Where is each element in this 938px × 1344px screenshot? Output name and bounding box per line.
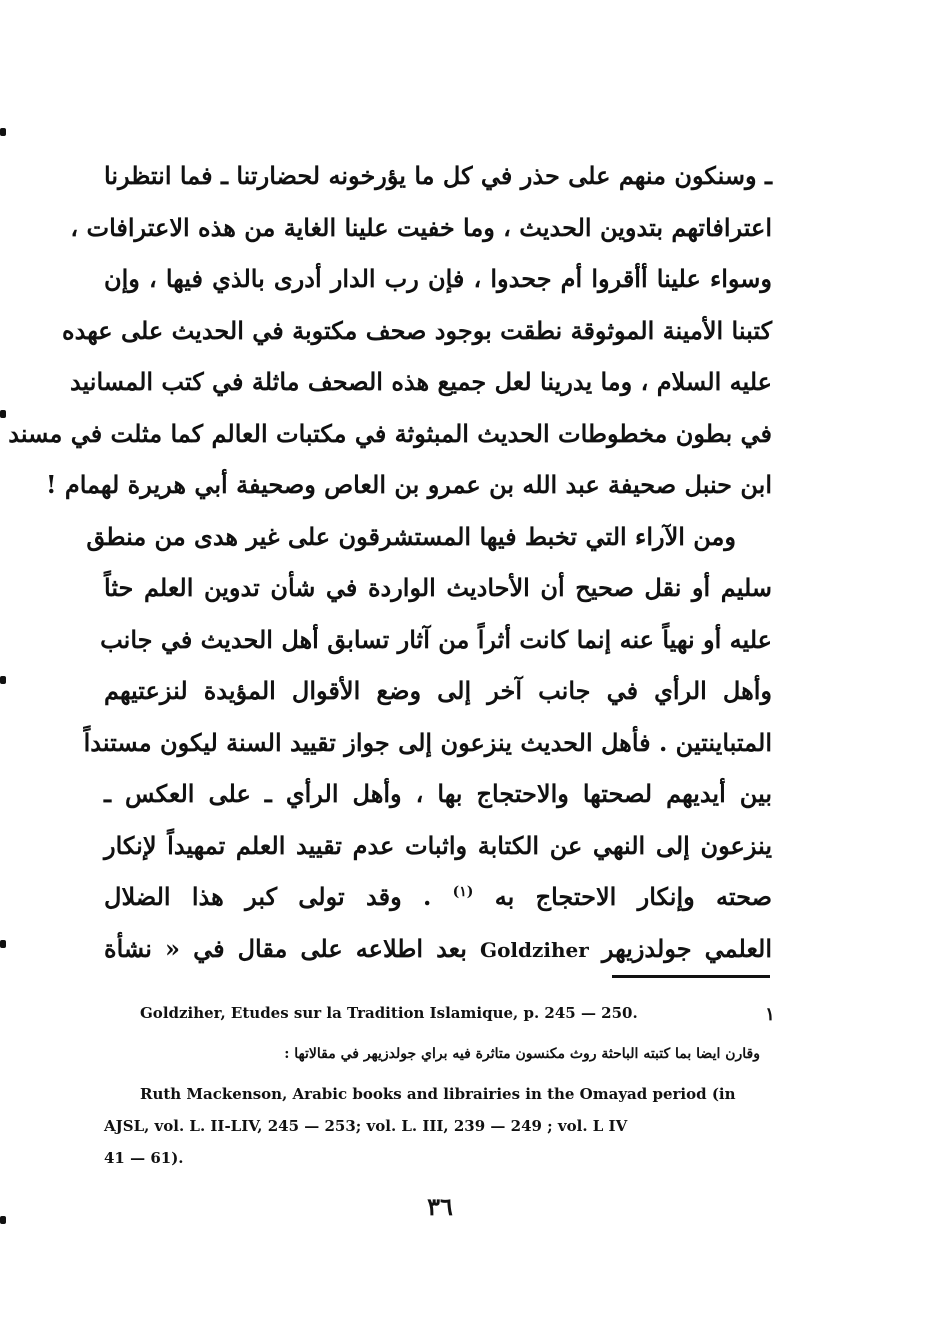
text-segment: بعد اطلاعه على مقال في « نشأة — [104, 933, 467, 963]
main-text — [8, 150, 773, 974]
text-segment: العلمي جولدزيهر — [601, 933, 773, 963]
footnote-line: Ruth Mackenson, Arabic books and librairies in the Omayad period (in — [140, 1085, 736, 1103]
text-line: عليه أو نهياً عنه إنما كانت أثراً من آثار تسابق أهل الحديث في جانب — [100, 624, 772, 654]
text-line: وأهل الرأي في جانب آخر إلى وضع الأقوال المؤيدة لنزعتيهم — [104, 676, 772, 705]
text-line: ـ وسنكون منهم على حذر في كل ما يؤرخونه لحضارتنا ـ فما انتظرنا — [104, 161, 772, 190]
text-line: سليم أو نقل صحيح أن الأحاديث الواردة في شأن تدوين العلم حثاً — [104, 573, 772, 602]
footnote-marker: (١) — [452, 884, 474, 900]
text-line-with-footnote — [104, 871, 772, 923]
text-line: ومن الآراء التي تخبط فيها المستشرقون على غير هدى من منطق — [86, 521, 736, 551]
text-line: عليه السلام ، وما يدرينا لعل جميع هذه الصحف ماثلة في كتب المسانيد — [69, 367, 772, 396]
text-line: ابن حنبل صحيفة عبد الله بن عمرو بن العاص وصحيفة أبي هريرة لهمام ! — [45, 470, 772, 499]
margin-mark — [0, 128, 6, 136]
footnote-line: AJSL, vol. L. II-LIV, 245 — 253; vol. L. III, 239 — 249 ; vol. L IV — [104, 1117, 628, 1135]
page-number: ٣٦ — [427, 1192, 453, 1221]
margin-mark — [0, 1216, 6, 1224]
text-line: في بطون مخطوطات الحديث المبثوثة في مكتبات العالم كما مثلت في مسند — [8, 418, 772, 448]
text-line: وسواء علينا أأقروا أم جحدوا ، فإن رب الدار أدرى بالذي فيها ، وإن — [104, 264, 772, 293]
text-line: بين أيديهم لصحتها والاحتجاج بها ، وأهل الرأي ـ على العكس ـ — [104, 779, 772, 808]
text-line: المتباينتين . فأهل الحديث ينزعون إلى جواز تقييد السنة ليكون مستنداً — [83, 727, 772, 757]
footnote-number: ١ — [765, 1004, 775, 1025]
text-line: اعترافاتهم بتدوين الحديث ، وما خفيت علينا الغاية من هذه الاعترافات ، — [70, 212, 772, 242]
text-line-with-latin — [104, 923, 772, 975]
footnote-english-reference — [104, 1078, 736, 1174]
margin-mark — [0, 940, 6, 948]
text-segment: صحته وإنكار الاحتجاج به — [494, 882, 773, 911]
latin-name: Goldziher — [480, 937, 589, 962]
margin-mark — [0, 410, 6, 418]
text-line: كتبنا الأمينة الموثوقة نطقت بوجود صحف مكتوبة في الحديث على عهده — [62, 315, 772, 345]
footnote-arabic-note: وقارن ايضا بما كتبته الباحثة روث مكنسون متاثرة فيه براي جولدزيهر في مقالاتها : — [284, 1046, 760, 1062]
margin-mark — [0, 676, 6, 684]
footnote-separator — [612, 975, 770, 978]
footnote-reference: Goldziher, Etudes sur la Tradition Islamique, p. 245 — 250. — [140, 1004, 638, 1022]
text-line: ينزعون إلى النهي عن الكتابة واثبات عدم تقييد العلم تمهيداً لإنكار — [104, 830, 772, 860]
text-segment: . وقد تولى كبر هذا الضلال — [104, 882, 453, 911]
footnote-line: 41 — 61). — [104, 1149, 184, 1167]
